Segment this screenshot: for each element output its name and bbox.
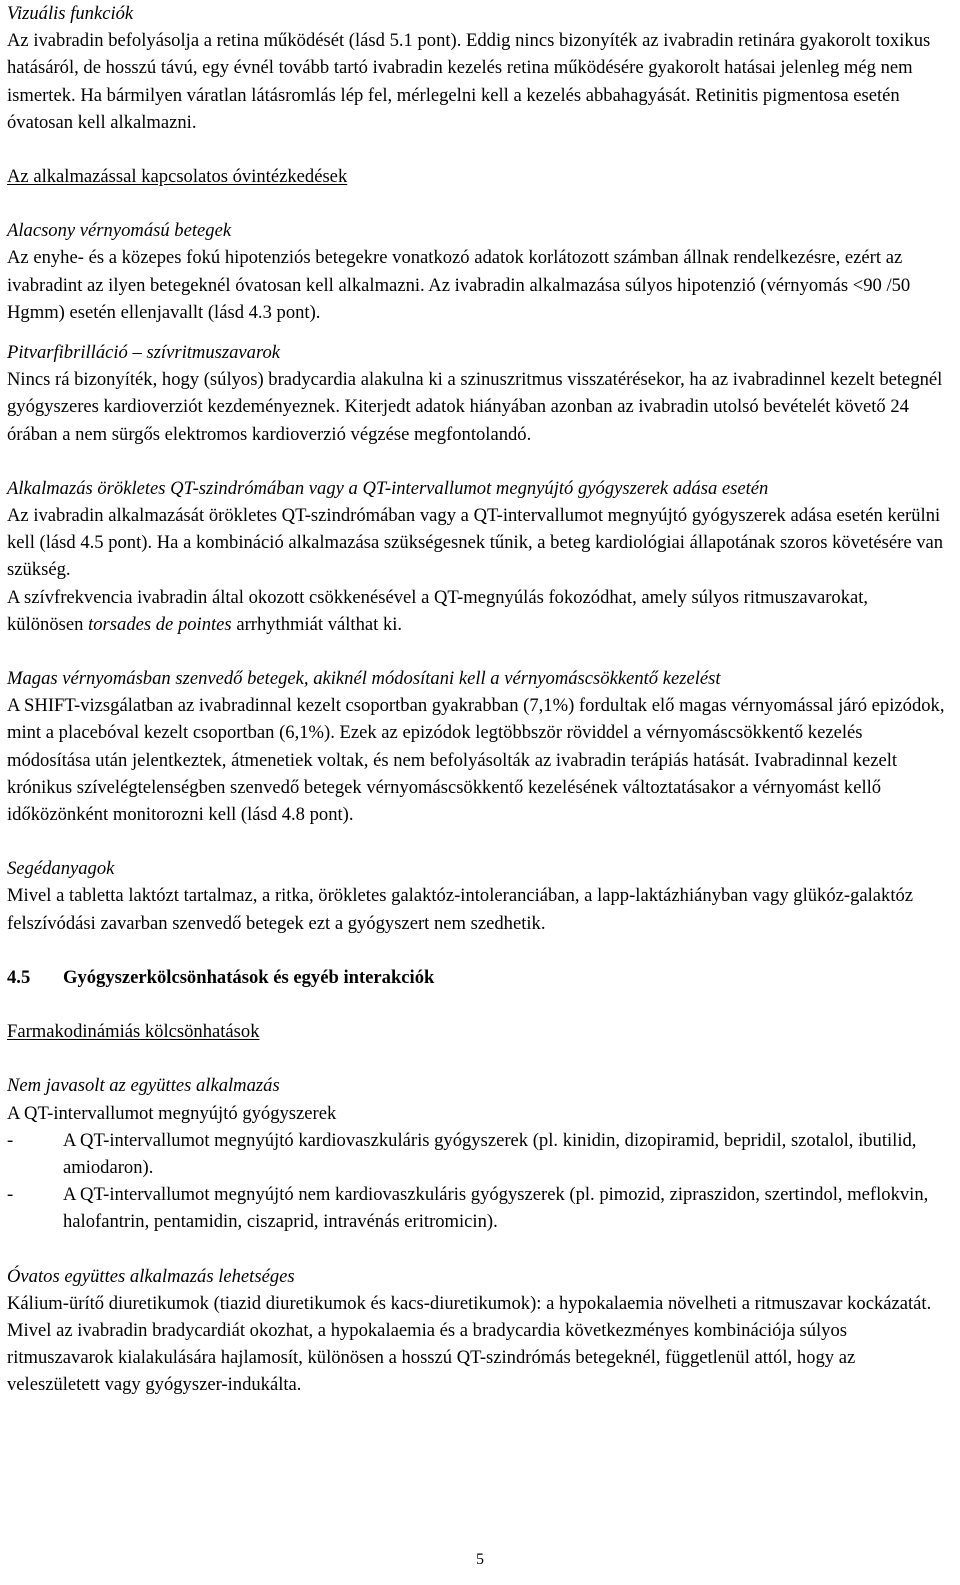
caution-text: Kálium-ürítő diuretikumok (tiazid diuretikumok és kacs-diuretikumok): a hypokalaemia növelheti a ritmuszavar kockázatát. Mivel az ivabradin bradycardiát okozhat, a hypokalaemia és a bradycardia következményes kombinációja súlyos ritmuszavarok kialakulására hajlamosít, különösen a hosszú QT-szindrómás betegeknél, függetlenül attól, hogy az veleszületett vagy gyógyszer-indukálta. (7, 1292, 932, 1396)
list-item (7, 1127, 949, 1181)
qt-text-2-after: arrhythmiát válthat ki. (231, 613, 403, 635)
not-recommended-subheading: A QT-intervallumot megnyújtó gyógyszerek (7, 1102, 337, 1124)
hypertension-heading: Magas vérnyomásban szenvedő betegek, akiknél módosítani kell a vérnyomáscsökkentő kezelést (7, 668, 721, 690)
not-recommended-heading: Nem javasolt az együttes alkalmazás (7, 1075, 280, 1097)
list-item-text: A QT-intervallumot megnyújtó kardiovaszkuláris gyógyszerek (pl. kinidin, dizopiramid, bepridil, szotalol, ibutilid, amiodaron). (63, 1129, 917, 1178)
list-dash: - (7, 1129, 14, 1151)
hypotension-text: Az enyhe- és a közepes fokú hipotenziós betegekre vonatkozó adatok korlátozott számban állnak rendelkezésre, ezért az ivabradint az ilyen betegeknél óvatosan kell alkalmazni. Az ivabradin alkalmazása súlyos hipotenzió (vérnyomás <90 /50 Hgmm) esetén ellenjavallt (lásd 4.3 pont). (7, 247, 911, 323)
pharmacodynamic-heading: Farmakodinámiás kölcsönhatások (7, 1021, 260, 1043)
section-number: 4.5 (7, 966, 31, 988)
page-number: 5 (476, 1551, 484, 1568)
excipients-heading: Segédanyagok (7, 858, 115, 880)
qt-text-1: Az ivabradin alkalmazását örökletes QT-szindrómában vagy a QT-intervallumot megnyújtó gyógyszerek adása esetén kerülni kell (lásd 4.5 pont). Ha a kombináció alkalmazása szükségesnek tűnik, a beteg kardiológiai állapotának szoros követésére van szükség. (7, 505, 944, 581)
qt-heading: Alkalmazás örökletes QT-szindrómában vagy a QT-intervallumot megnyújtó gyógyszerek adása esetén (7, 477, 769, 499)
excipients-text: Mivel a tabletta laktózt tartalmaz, a ritka, örökletes galaktóz-intoleranciában, a lapp-laktázhiányban vagy glükóz-galaktóz felszívódási zavarban szenvedő betegek ezt a gyógyszert nem szedhetik. (7, 885, 914, 934)
qt-text-2-italic: torsades de pointes (88, 613, 232, 635)
afib-heading: Pitvarfibrilláció – szívritmuszavarok (7, 342, 281, 364)
precautions-heading: Az alkalmazással kapcsolatos óvintézkedések (7, 166, 348, 188)
list-item (7, 1181, 949, 1235)
section-title: Gyógyszerkölcsönhatások és egyéb interakciók (63, 966, 435, 988)
visual-functions-text: Az ivabradin befolyásolja a retina működését (lásd 5.1 pont). Eddig nincs bizonyíték az ivabradin retinára gyakorolt toxikus hatásáról, de hosszú távú, egy évnél tovább tartó ivabradin kezelés retina működésére gyakorolt hatásai jelenleg még nem ismertek. Ha bármilyen váratlan látásromlás lép fel, mérlegelni kell a kezelés abbahagyását. Retinitis pigmentosa esetén óvatosan kell alkalmazni. (7, 30, 931, 133)
hypertension-text: A SHIFT-vizsgálatban az ivabradinnal kezelt csoportban gyakrabban (7,1%) fordultak elő magas vérnyomással járó epizódok, mint a placebóval kezelt csoportban (6,1%). Ezek az epizódok legtöbbször röviddel a vérnyomáscsökkentő kezelés módosítása után jelentkeztek, átmenetiek voltak, és nem befolyásolták az ivabradin terápiás hatását. Ivabradinnal kezelt krónikus szívelégtelenségben szenvedő betegek vérnyomáscsökkentő kezelésének változtatásakor a vérnyomást kellő időközönként monitorozni kell (lásd 4.8 pont). (7, 695, 945, 826)
caution-heading: Óvatos együttes alkalmazás lehetséges (7, 1265, 295, 1287)
list-item-text: A QT-intervallumot megnyújtó nem kardiovaszkuláris gyógyszerek (pl. pimozid, zipraszidon, szertindol, meflokvin, halofantrin, pentamidin, ciszaprid, intravénás eritromicin). (63, 1184, 929, 1233)
qt-text-2-before: A szívfrekvencia ivabradin által okozott csökkenésével a QT-megnyúlás fokozódhat, amely súlyos ritmuszavarokat, különösen (7, 586, 869, 635)
section-4-5-heading (7, 964, 949, 991)
afib-text: Nincs rá bizonyíték, hogy (súlyos) bradycardia alakulna ki a szinuszritmus visszatérésekor, ha az ivabradinnel kezelt betegnél gyógyszeres kardioverziót kezdeményeznek. Kiterjedt adatok hiányában azonban az ivabradin utolsó bevételét követő 24 órában a nem sürgős elektromos kardioverzió végzése megfontolandó. (7, 369, 943, 445)
list-dash: - (7, 1184, 14, 1206)
document-page (7, 0, 949, 1399)
visual-functions-heading: Vizuális funkciók (7, 3, 134, 24)
hypotension-heading: Alacsony vérnyomású betegek (7, 220, 232, 242)
qt-text-2 (7, 584, 949, 638)
